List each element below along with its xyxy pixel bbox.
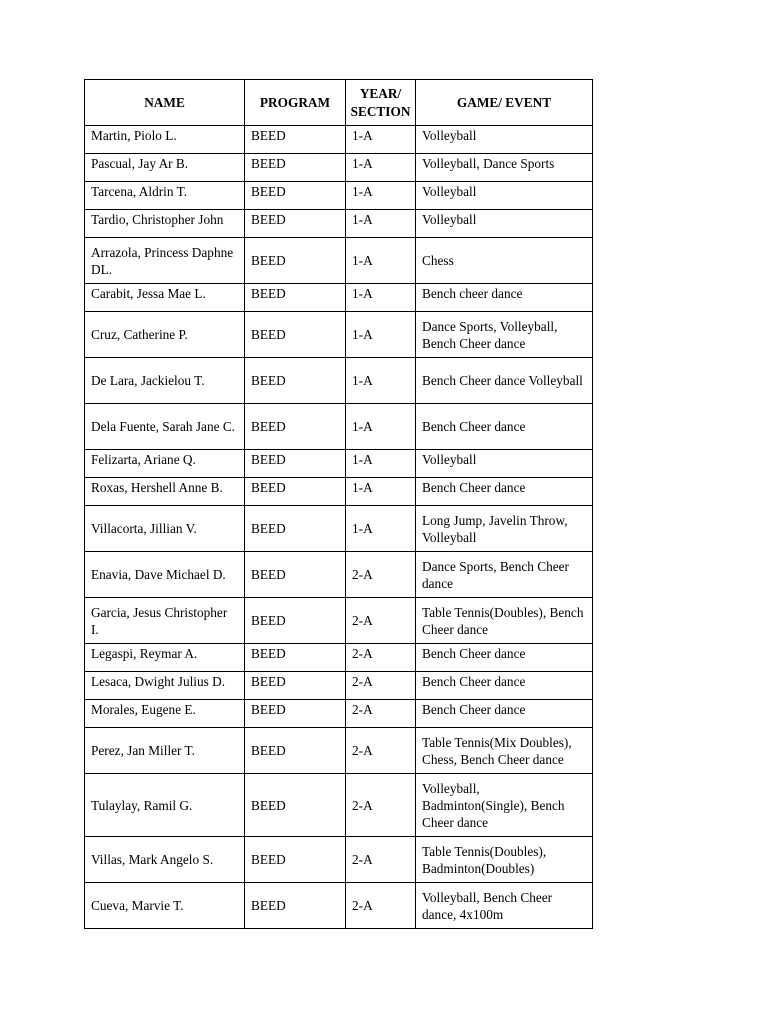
cell-name: Villacorta, Jillian V. bbox=[85, 506, 245, 552]
cell-year: 1-A bbox=[346, 312, 416, 358]
table-row bbox=[85, 506, 593, 552]
cell-name: Arrazola, Princess Daphne DL. bbox=[85, 238, 245, 284]
cell-name: Perez, Jan Miller T. bbox=[85, 728, 245, 774]
cell-name: Felizarta, Ariane Q. bbox=[85, 450, 245, 478]
table-row bbox=[85, 450, 593, 478]
cell-name: Enavia, Dave Michael D. bbox=[85, 552, 245, 598]
cell-event: Long Jump, Javelin Throw, Volleyball bbox=[416, 506, 593, 552]
cell-event: Volleyball, Badminton(Single), Bench Cheer dance bbox=[416, 774, 593, 837]
cell-year: 1-A bbox=[346, 506, 416, 552]
table-row bbox=[85, 238, 593, 284]
cell-name: Martin, Piolo L. bbox=[85, 126, 245, 154]
cell-event: Table Tennis(Doubles), Badminton(Doubles) bbox=[416, 837, 593, 883]
cell-program: BEED bbox=[245, 182, 346, 210]
cell-program: BEED bbox=[245, 672, 346, 700]
cell-year: 2-A bbox=[346, 598, 416, 644]
cell-program: BEED bbox=[245, 210, 346, 238]
header-program: PROGRAM bbox=[245, 80, 346, 126]
cell-program: BEED bbox=[245, 552, 346, 598]
cell-program: BEED bbox=[245, 358, 346, 404]
table-row bbox=[85, 552, 593, 598]
cell-year: 2-A bbox=[346, 774, 416, 837]
cell-event: Dance Sports, Volleyball, Bench Cheer dance bbox=[416, 312, 593, 358]
header-year-section bbox=[346, 80, 416, 126]
cell-event: Chess bbox=[416, 238, 593, 284]
cell-program: BEED bbox=[245, 506, 346, 552]
cell-name: Cueva, Marvie T. bbox=[85, 883, 245, 929]
table-row bbox=[85, 182, 593, 210]
cell-event: Bench Cheer dance bbox=[416, 700, 593, 728]
table-row bbox=[85, 598, 593, 644]
cell-year: 1-A bbox=[346, 284, 416, 312]
cell-year: 1-A bbox=[346, 126, 416, 154]
table-row bbox=[85, 154, 593, 182]
cell-program: BEED bbox=[245, 774, 346, 837]
cell-program: BEED bbox=[245, 284, 346, 312]
table-row bbox=[85, 358, 593, 404]
cell-event: Volleyball bbox=[416, 450, 593, 478]
cell-year: 1-A bbox=[346, 210, 416, 238]
cell-year: 2-A bbox=[346, 644, 416, 672]
table-header-row bbox=[85, 80, 593, 126]
table-row bbox=[85, 210, 593, 238]
cell-event: Bench Cheer dance bbox=[416, 404, 593, 450]
cell-year: 1-A bbox=[346, 238, 416, 284]
cell-event: Volleyball bbox=[416, 126, 593, 154]
cell-event: Bench Cheer dance bbox=[416, 672, 593, 700]
cell-program: BEED bbox=[245, 450, 346, 478]
cell-name: Lesaca, Dwight Julius D. bbox=[85, 672, 245, 700]
cell-name: Dela Fuente, Sarah Jane C. bbox=[85, 404, 245, 450]
cell-program: BEED bbox=[245, 154, 346, 182]
table-row bbox=[85, 126, 593, 154]
cell-program: BEED bbox=[245, 404, 346, 450]
cell-year: 2-A bbox=[346, 728, 416, 774]
cell-name: Carabit, Jessa Mae L. bbox=[85, 284, 245, 312]
table-row bbox=[85, 312, 593, 358]
cell-name: Legaspi, Reymar A. bbox=[85, 644, 245, 672]
cell-event: Bench Cheer dance bbox=[416, 478, 593, 506]
table-row bbox=[85, 478, 593, 506]
cell-year: 1-A bbox=[346, 450, 416, 478]
cell-program: BEED bbox=[245, 598, 346, 644]
cell-year: 1-A bbox=[346, 154, 416, 182]
cell-name: De Lara, Jackielou T. bbox=[85, 358, 245, 404]
cell-event: Bench Cheer dance Volleyball bbox=[416, 358, 593, 404]
cell-program: BEED bbox=[245, 700, 346, 728]
cell-name: Tardio, Christopher John bbox=[85, 210, 245, 238]
cell-event: Volleyball, Dance Sports bbox=[416, 154, 593, 182]
cell-year: 2-A bbox=[346, 700, 416, 728]
table-row bbox=[85, 774, 593, 837]
cell-year: 2-A bbox=[346, 552, 416, 598]
table-row bbox=[85, 672, 593, 700]
cell-year: 1-A bbox=[346, 182, 416, 210]
cell-event: Bench Cheer dance bbox=[416, 644, 593, 672]
cell-event: Table Tennis(Mix Doubles), Chess, Bench Cheer dance bbox=[416, 728, 593, 774]
cell-year: 1-A bbox=[346, 404, 416, 450]
cell-event: Volleyball bbox=[416, 210, 593, 238]
header-name: NAME bbox=[85, 80, 245, 126]
cell-program: BEED bbox=[245, 728, 346, 774]
cell-name: Tulaylay, Ramil G. bbox=[85, 774, 245, 837]
cell-program: BEED bbox=[245, 478, 346, 506]
cell-event: Volleyball, Bench Cheer dance, 4x100m bbox=[416, 883, 593, 929]
table-row bbox=[85, 284, 593, 312]
cell-year: 2-A bbox=[346, 883, 416, 929]
cell-name: Pascual, Jay Ar B. bbox=[85, 154, 245, 182]
cell-year: 1-A bbox=[346, 358, 416, 404]
cell-event: Dance Sports, Bench Cheer dance bbox=[416, 552, 593, 598]
table-row bbox=[85, 728, 593, 774]
table-row bbox=[85, 700, 593, 728]
cell-name: Tarcena, Aldrin T. bbox=[85, 182, 245, 210]
table-row bbox=[85, 404, 593, 450]
cell-name: Roxas, Hershell Anne B. bbox=[85, 478, 245, 506]
cell-name: Garcia, Jesus Christopher I. bbox=[85, 598, 245, 644]
cell-program: BEED bbox=[245, 312, 346, 358]
header-game-event: GAME/ EVENT bbox=[416, 80, 593, 126]
header-year-line2: SECTION bbox=[350, 103, 411, 119]
cell-program: BEED bbox=[245, 644, 346, 672]
table-row bbox=[85, 883, 593, 929]
cell-name: Cruz, Catherine P. bbox=[85, 312, 245, 358]
cell-program: BEED bbox=[245, 238, 346, 284]
cell-event: Volleyball bbox=[416, 182, 593, 210]
header-year-line1: YEAR/ bbox=[359, 85, 402, 101]
table-row bbox=[85, 837, 593, 883]
cell-program: BEED bbox=[245, 837, 346, 883]
cell-event: Table Tennis(Doubles), Bench Cheer dance bbox=[416, 598, 593, 644]
cell-name: Morales, Eugene E. bbox=[85, 700, 245, 728]
participants-table bbox=[84, 79, 593, 929]
cell-name: Villas, Mark Angelo S. bbox=[85, 837, 245, 883]
cell-year: 1-A bbox=[346, 478, 416, 506]
cell-year: 2-A bbox=[346, 672, 416, 700]
cell-event: Bench cheer dance bbox=[416, 284, 593, 312]
cell-year: 2-A bbox=[346, 837, 416, 883]
cell-program: BEED bbox=[245, 883, 346, 929]
table-row bbox=[85, 644, 593, 672]
cell-program: BEED bbox=[245, 126, 346, 154]
